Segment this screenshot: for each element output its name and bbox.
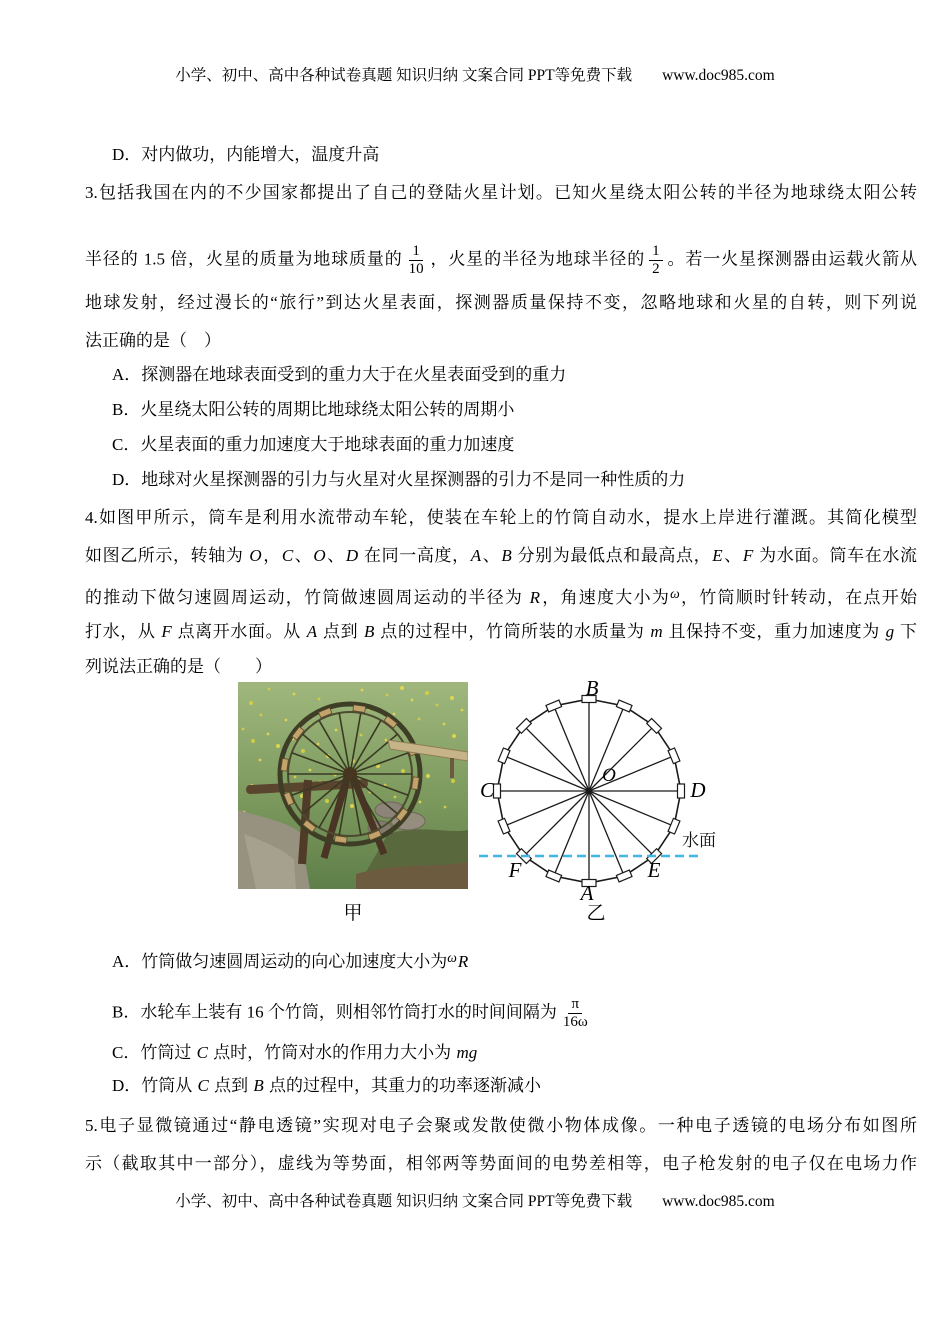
diagram-label-e: E xyxy=(647,858,661,882)
footer-note: 小学、初中、高中各种试卷真题 知识归纳 文案合同 PPT等免费下载 xyxy=(175,1193,633,1210)
q3-stem-line-2: 半径的 1.5 倍，火星的质量为地球质量的 $\frac{1}{10}$ ，火星的半径为地球半径的 $\frac{1}{2}$ 。若一火星探测器由运载火箭从 xyxy=(85,243,918,277)
q5-stem-line-1: 5.电子显微镜通过“静电透镜”实现对电子会聚或发散使微小物体成像。一种电子透镜的电场分布如图所 xyxy=(85,1116,917,1135)
header-note: 小学、初中、高中各种试卷真题 知识归纳 文案合同 PPT等免费下载 xyxy=(175,67,633,84)
q4-option-c: C．竹筒过 C 点时，竹筒对水的作用力大小为 mg xyxy=(112,1043,478,1062)
q3-option-b: B．火星绕太阳公转的周期比地球绕太阳公转的周期小 xyxy=(112,400,515,419)
q5-stem-line-2: 示（截取其中一部分），虚线为等势面，相邻两等势面间的电势差相等，电子枪发射的电子仅在电场力作 xyxy=(85,1154,917,1173)
water-wheel-photo-illustration xyxy=(238,682,468,889)
q4-stem-line-1: 4.如图甲所示，筒车是利用水流带动车轮，使装在车轮上的竹筒自动水，提水上岸进行灌溉。其简化模型 xyxy=(85,508,917,527)
page-header xyxy=(0,66,950,86)
q4-option-d: D．竹筒从 C 点到 B 点的过程中，其重力的功率逐渐减小 xyxy=(112,1076,542,1095)
prev-question-option-d: D．对内做功，内能增大，温度升高 xyxy=(112,145,380,164)
header-url: www.doc985.com xyxy=(662,67,775,84)
q4-option-a: A．竹筒做匀速圆周运动的向心加速度大小为$^\omega$R xyxy=(112,950,469,971)
diagram-label-d: D xyxy=(690,778,706,802)
diagram-label-a: A xyxy=(580,881,594,905)
diagram-label-o-axle: O xyxy=(602,765,616,786)
diagram-label-water-surface: 水面 xyxy=(682,831,716,850)
q3-option-d: D．地球对火星探测器的引力与火星对火星探测器的引力不是同一种性质的力 xyxy=(112,470,686,489)
q3-option-c: C．火星表面的重力加速度大于地球表面的重力加速度 xyxy=(112,435,515,454)
caption-yi: 乙 xyxy=(586,903,606,924)
figure-yi-diagram xyxy=(471,676,721,921)
q4-stem-line-5: 列说法正确的是（ ） xyxy=(85,657,272,676)
diagram-label-c: C xyxy=(479,778,495,802)
q3-stem-line-1: 3.包括我国在内的不少国家都提出了自己的登陆火星计划。已知火星绕太阳公转的半径为地球绕太阳公转 xyxy=(85,183,917,202)
figure-jia-photo xyxy=(238,682,468,889)
page-footer xyxy=(0,1192,950,1212)
q4-stem-line-2: 如图乙所示，转轴为 O，C、O、D 在同一高度，A、B 分别为最低点和最高点，E、F 为水面。筒车在水流 xyxy=(85,546,917,565)
water-wheel-schematic xyxy=(471,676,721,921)
q3-stem-line-4: 法正确的是（ ） xyxy=(85,331,221,350)
q4-stem-line-3: 的推动下做匀速圆周运动，竹筒做速圆周运动的半径为 R，角速度大小为$^\omega$，竹筒顺时针转动，在点开始 xyxy=(85,586,918,607)
diagram-label-b: B xyxy=(585,676,599,700)
q3-stem-line-3: 地球发射，经过漫长的“旅行”到达火星表面，探测器质量保持不变，忽略地球和火星的自转，则下列说 xyxy=(85,293,917,312)
q4-stem-line-4: 打水，从 F 点离开水面。从 A 点到 B 点的过程中，竹筒所装的水质量为 m 且保持不变，重力加速度为 g 下 xyxy=(85,622,918,641)
diagram-label-f: F xyxy=(508,858,522,882)
caption-jia: 甲 xyxy=(343,903,363,924)
q3-option-a: A．探测器在地球表面受到的重力大于在火星表面受到的重力 xyxy=(112,365,567,384)
footer-url: www.doc985.com xyxy=(662,1193,775,1210)
q4-option-b: B．水轮车上装有 16 个竹筒，则相邻竹筒打水的时间间隔为 $\frac{\pi}{16\omega}$ xyxy=(112,996,588,1030)
